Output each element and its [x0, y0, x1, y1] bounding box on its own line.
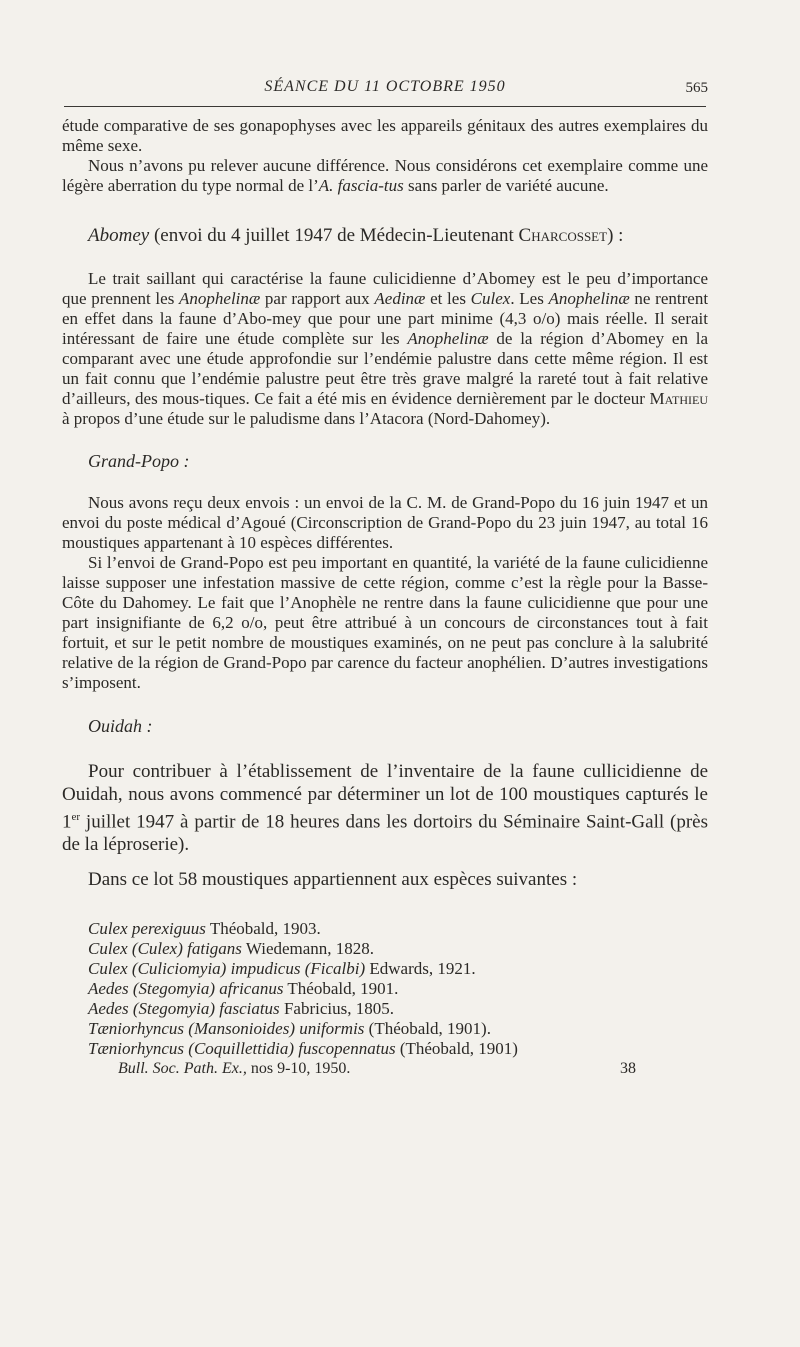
section-heading-abomey: Abomey (envoi du 4 juillet 1947 de Médecin-Lieutenant Charcosset) :: [88, 225, 624, 246]
header-rule: [64, 106, 706, 107]
species-list: [62, 919, 708, 1059]
species-item: Tæniorhyncus (Coquillettidia) fuscopennatus (Théobald, 1901): [88, 1039, 518, 1059]
page-number: 565: [685, 80, 708, 96]
issue-info: nos 9-10, 1950.: [246, 1060, 351, 1078]
article-body: [62, 116, 708, 1079]
paragraph-conclusion: Nous n’avons pu relever aucune différence. Nous considérons cet exemplaire comme une légère aberration du type normal de l’A. fascia-tus sans parler de variété aucune.: [62, 156, 708, 195]
sheet-signature: 38: [620, 1060, 636, 1078]
paragraph-continuation: étude comparative de ses gonapophyses avec les appareils génitaux des autres exemplaires du même sexe.: [62, 116, 708, 155]
page-footer: [62, 1059, 708, 1079]
species-item: Tæniorhyncus (Mansonioides) uniformis (Théobald, 1901).: [88, 1019, 491, 1039]
running-header: [62, 78, 708, 104]
species-item: Culex (Culex) fatigans Wiedemann, 1828.: [88, 939, 375, 959]
section-heading-ouidah: Ouidah :: [88, 716, 153, 736]
section-heading-grand-popo: Grand-Popo :: [88, 451, 190, 471]
paragraph-abomey: Le trait saillant qui caractérise la faune culicidienne d’Abomey est le peu d’importance que prennent les Anophelinæ par rapport aux Aedinæ et les Culex. Les Anophelinæ ne rentrent en effet dans la faune d’Abo-mey que pour une part minime (4,3 o/o) mais réelle. Il serait intéressant de faire une étude complète sur les Anophelinæ de la région d’Abomey en la comparant avec une étude approfondie sur l’endémie palustre dans cette même région. Il est un fait connu que l’endémie palustre peut être très grave malgré la rareté tout à fait relative d’ailleurs, des mous-tiques. Ce fait a été mis en évidence dernièrement par le docteur Mathieu à propos d’une étude sur le paludisme dans l’Atacora (Nord-Dahomey).: [62, 269, 709, 428]
paragraph-ouidah-1: Pour contribuer à l’établissement de l’inventaire de la faune cullicidienne de Ouidah, nous avons commencé par déterminer un lot de 100 moustiques capturés le 1er juillet 1947 à partir de 18 heures dans les dortoirs du Séminaire Saint-Gall (près de la léproserie).: [62, 761, 708, 856]
header-title: SÉANCE DU 11 OCTOBRE 1950: [264, 78, 506, 95]
journal-citation: Bull. Soc. Path. Ex.,: [118, 1060, 247, 1078]
species-item: Culex perexiguus Théobald, 1903.: [88, 919, 321, 939]
paragraph-ouidah-2: Dans ce lot 58 moustiques appartiennent aux espèces suivantes :: [88, 869, 578, 891]
paragraph-grand-popo-2: Si l’envoi de Grand-Popo est peu important en quantité, la variété de la faune culicidienne laisse supposer une infestation massive de cette région, comme c’est la règle pour la Basse-Côte du Dahomey. Le fait que l’Anophèle ne rentre dans la faune culicidienne que pour une part insignifiante de 6,2 o/o, peut être attribué à un concours de circonstances tout à fait fortuit, et sur le petit nombre de moustiques examinés, on ne peut pas conclure à la salubrité relative de la région de Grand-Popo par carence du facteur anophélien. D’autres investigations s’imposent.: [62, 553, 708, 692]
paragraph-grand-popo-1: Nous avons reçu deux envois : un envoi de la C. M. de Grand-Popo du 16 juin 1947 et un envoi du poste médical d’Agoué (Circonscription de Grand-Popo du 23 juin 1947, au total 16 moustiques appartenant à 10 espèces différentes.: [62, 493, 708, 552]
species-item: Aedes (Stegomyia) africanus Théobald, 1901.: [88, 979, 399, 999]
species-item: Culex (Culiciomyia) impudicus (Ficalbi) Edwards, 1921.: [88, 959, 476, 979]
species-item: Aedes (Stegomyia) fasciatus Fabricius, 1805.: [88, 999, 394, 1019]
